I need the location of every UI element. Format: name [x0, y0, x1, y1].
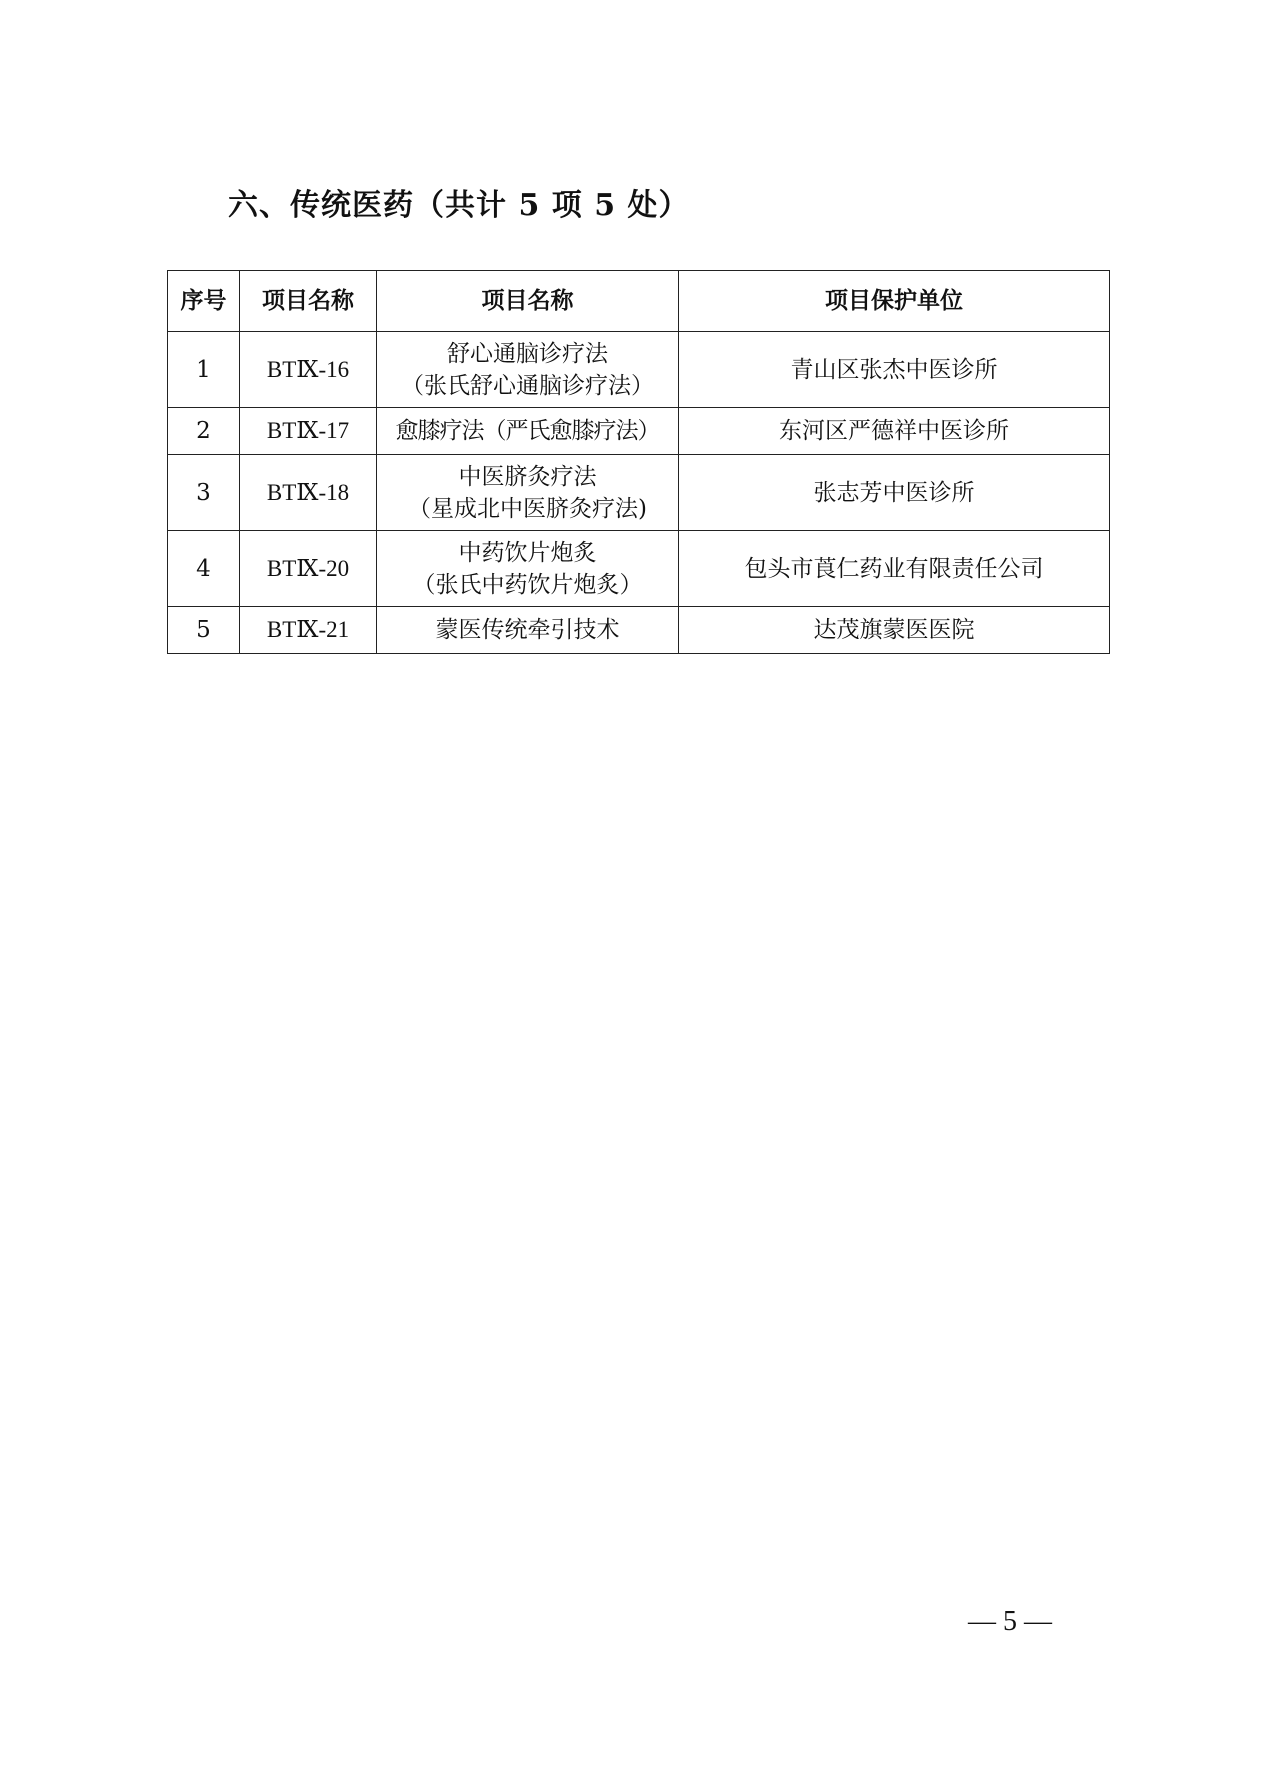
header-serial-number: 序号 [168, 271, 240, 332]
serial-number-cell: 1 [168, 332, 240, 408]
project-name-line: 蒙医传统牵引技术 [435, 617, 620, 643]
serial-number-cell: 3 [168, 455, 240, 531]
header-project-code: 项目名称 [240, 271, 377, 332]
project-name-cell [377, 332, 679, 408]
serial-number-cell: 5 [168, 607, 240, 654]
table-header-row [168, 271, 1110, 332]
project-code-cell: BTⅨ-20 [240, 531, 377, 607]
project-code-cell: BTⅨ-16 [240, 332, 377, 408]
protection-unit-cell: 张志芳中医诊所 [679, 455, 1110, 531]
protection-unit-cell: 青山区张杰中医诊所 [679, 332, 1110, 408]
project-name-cell [377, 455, 679, 531]
table-row [168, 455, 1110, 531]
table-row [168, 332, 1110, 408]
protection-unit-cell: 东河区严德祥中医诊所 [679, 408, 1110, 455]
table-row [168, 607, 1110, 654]
project-name-cell [377, 408, 679, 455]
protection-unit-cell: 包头市莨仁药业有限责任公司 [679, 531, 1110, 607]
serial-number-cell: 4 [168, 531, 240, 607]
page-number: — 5 — [968, 1606, 1052, 1637]
project-code-cell: BTⅨ-18 [240, 455, 377, 531]
project-name-cell [377, 531, 679, 607]
table-row [168, 531, 1110, 607]
table-row [168, 408, 1110, 455]
project-name-cell [377, 607, 679, 654]
project-name-line: 愈膝疗法（严氏愈膝疗法） [395, 418, 660, 444]
heritage-table [167, 270, 1110, 654]
project-name-line: （张氏舒心通脑诊疗法） [401, 372, 654, 399]
project-code-cell: BTⅨ-17 [240, 408, 377, 455]
project-name-line: （星成北中医脐灸疗法) [408, 495, 647, 522]
header-protection-unit: 项目保护单位 [679, 271, 1110, 332]
project-name-line: （张氏中药饮片炮炙） [412, 571, 643, 598]
project-code-cell: BTⅨ-21 [240, 607, 377, 654]
header-project-name: 项目名称 [377, 271, 679, 332]
project-name-line: 舒心通脑诊疗法 [447, 340, 608, 367]
protection-unit-cell: 达茂旗蒙医医院 [679, 607, 1110, 654]
section-heading: 六、传统医药（共计 5 项 5 处） [228, 188, 690, 223]
project-name-line: 中药饮片炮炙 [458, 539, 597, 566]
serial-number-cell: 2 [168, 408, 240, 455]
project-name-line: 中医脐灸疗法 [458, 463, 597, 490]
